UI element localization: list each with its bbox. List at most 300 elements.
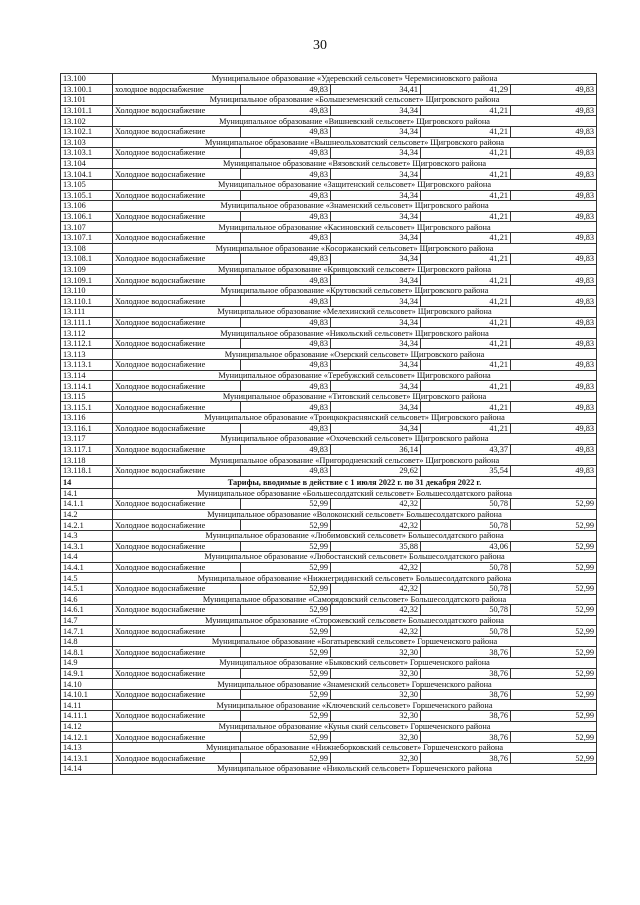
row-code: 13.101	[61, 95, 113, 106]
municipality-title: Муниципальное образование «Косоржанский сельсовет» Щигровского района	[113, 243, 597, 254]
tariff-value-1: 49,83	[241, 296, 331, 307]
municipality-heading-row	[61, 264, 597, 275]
row-code: 13.106	[61, 201, 113, 212]
tariff-value-3: 50,78	[421, 626, 511, 637]
service-name: Холодное водоснабжение	[113, 689, 241, 700]
service-name: Холодное водоснабжение	[113, 520, 241, 531]
tariff-value-2: 34,34	[331, 423, 421, 434]
tariff-row	[61, 541, 597, 552]
tariff-value-4: 52,99	[511, 520, 597, 531]
tariff-value-2: 35,88	[331, 541, 421, 552]
row-code: 13.105	[61, 179, 113, 190]
tariff-value-4: 49,83	[511, 211, 597, 222]
tariff-value-1: 49,83	[241, 275, 331, 286]
row-code: 14.4.1	[61, 562, 113, 573]
municipality-heading-row	[61, 222, 597, 233]
row-code: 13.115	[61, 391, 113, 402]
tariff-value-3: 41,21	[421, 254, 511, 265]
row-code: 14.13.1	[61, 753, 113, 764]
tariff-value-3: 41,21	[421, 296, 511, 307]
tariff-value-2: 32,30	[331, 689, 421, 700]
tariff-value-4: 52,99	[511, 732, 597, 743]
municipality-heading-row	[61, 594, 597, 605]
tariff-value-3: 41,21	[421, 211, 511, 222]
tariff-value-2: 34,34	[331, 211, 421, 222]
tariff-value-1: 52,99	[241, 668, 331, 679]
tariff-value-1: 52,99	[241, 753, 331, 764]
tariff-value-1: 49,83	[241, 232, 331, 243]
municipality-title: Муниципальное образование «Знаменский сельсовет» Щигровского района	[113, 201, 597, 212]
municipality-title: Муниципальное образование «Богатыревский сельсовет» Горшеченского района	[113, 636, 597, 647]
municipality-heading-row	[61, 700, 597, 711]
tariff-value-3: 43,06	[421, 541, 511, 552]
tariff-row	[61, 254, 597, 265]
tariff-value-2: 42,32	[331, 583, 421, 594]
tariff-value-3: 41,21	[421, 148, 511, 159]
tariff-row	[61, 169, 597, 180]
tariff-value-2: 34,34	[331, 148, 421, 159]
row-code: 14.13	[61, 742, 113, 753]
tariff-value-3: 38,76	[421, 689, 511, 700]
tariff-value-1: 49,83	[241, 402, 331, 413]
municipality-title: Муниципальное образование «Троицкокраснянский сельсовет» Щигровского района	[113, 413, 597, 424]
tariff-value-2: 34,34	[331, 338, 421, 349]
tariff-row	[61, 711, 597, 722]
tariff-row	[61, 520, 597, 531]
municipality-heading-row	[61, 679, 597, 690]
tariff-value-1: 52,99	[241, 732, 331, 743]
municipality-heading-row	[61, 116, 597, 127]
tariff-value-4: 49,83	[511, 126, 597, 137]
row-code: 14.12.1	[61, 732, 113, 743]
service-name: Холодное водоснабжение	[113, 296, 241, 307]
municipality-heading-row	[61, 158, 597, 169]
tariff-value-3: 41,29	[421, 84, 511, 95]
tariff-value-1: 52,99	[241, 562, 331, 573]
tariff-table	[60, 73, 597, 775]
service-name: Холодное водоснабжение	[113, 232, 241, 243]
municipality-title: Муниципальное образование «Никольский сельсовет» Щигровского района	[113, 328, 597, 339]
tariff-row	[61, 605, 597, 616]
municipality-heading-row	[61, 349, 597, 360]
tariff-value-1: 49,83	[241, 169, 331, 180]
municipality-title: Муниципальное образование «Нижнеборковский сельсовет» Горшеченского района	[113, 742, 597, 753]
tariff-value-3: 35,54	[421, 465, 511, 476]
row-code: 13.111.1	[61, 317, 113, 328]
tariff-value-2: 34,34	[331, 105, 421, 116]
tariff-value-4: 52,99	[511, 668, 597, 679]
municipality-title: Муниципальное образование «Большеземенский сельсовет» Щигровского района	[113, 95, 597, 106]
tariff-value-4: 52,99	[511, 689, 597, 700]
municipality-heading-row	[61, 243, 597, 254]
municipality-heading-row	[61, 742, 597, 753]
tariff-value-3: 41,21	[421, 232, 511, 243]
tariff-value-3: 41,21	[421, 381, 511, 392]
tariff-value-3: 41,21	[421, 360, 511, 371]
municipality-title: Муниципальное образование «Быковский сельсовет» Горшеченского района	[113, 658, 597, 669]
tariff-value-3: 38,76	[421, 732, 511, 743]
tariff-row	[61, 275, 597, 286]
tariff-value-3: 41,21	[421, 190, 511, 201]
row-code: 13.110	[61, 285, 113, 296]
section-title: Тарифы, вводимые в действие с 1 июля 2022 г. по 31 декабря 2022 г.	[113, 476, 597, 488]
row-code: 14.5	[61, 573, 113, 584]
municipality-title: Муниципальное образование «Теребужский сельсовет» Щигровского района	[113, 370, 597, 381]
service-name: Холодное водоснабжение	[113, 605, 241, 616]
municipality-heading-row	[61, 285, 597, 296]
tariff-row	[61, 626, 597, 637]
tariff-value-4: 49,83	[511, 317, 597, 328]
tariff-row	[61, 190, 597, 201]
municipality-title: Муниципальное образование «Ключевский сельсовет» Горшеченского района	[113, 700, 597, 711]
row-code: 13.102	[61, 116, 113, 127]
municipality-heading-row	[61, 179, 597, 190]
municipality-heading-row	[61, 488, 597, 499]
municipality-title: Муниципальное образование «Нижнегридинский сельсовет» Большесолдатского района	[113, 573, 597, 584]
row-code: 14.8.1	[61, 647, 113, 658]
tariff-value-1: 49,83	[241, 105, 331, 116]
tariff-value-2: 34,34	[331, 402, 421, 413]
tariff-row	[61, 126, 597, 137]
service-name: Холодное водоснабжение	[113, 626, 241, 637]
service-name: Холодное водоснабжение	[113, 381, 241, 392]
tariff-row	[61, 562, 597, 573]
tariff-value-2: 34,34	[331, 169, 421, 180]
row-code: 13.117	[61, 434, 113, 445]
row-code: 14.8	[61, 636, 113, 647]
service-name: Холодное водоснабжение	[113, 423, 241, 434]
tariff-value-4: 52,99	[511, 711, 597, 722]
row-code: 14.9	[61, 658, 113, 669]
tariff-value-4: 49,83	[511, 465, 597, 476]
tariff-value-1: 49,83	[241, 211, 331, 222]
tariff-value-3: 38,76	[421, 668, 511, 679]
tariff-value-3: 41,21	[421, 275, 511, 286]
row-code: 14	[61, 476, 113, 488]
row-code: 13.108	[61, 243, 113, 254]
tariff-value-2: 42,32	[331, 520, 421, 531]
tariff-value-3: 43,37	[421, 444, 511, 455]
tariff-value-2: 29,62	[331, 465, 421, 476]
municipality-title: Муниципальное образование «Вязовский сельсовет» Щигровского района	[113, 158, 597, 169]
tariff-value-1: 49,83	[241, 381, 331, 392]
tariff-row	[61, 583, 597, 594]
municipality-title: Муниципальное образование «Кунья ский сельсовет» Горшеченского района	[113, 721, 597, 732]
municipality-heading-row	[61, 391, 597, 402]
municipality-heading-row	[61, 530, 597, 541]
row-code: 14.4	[61, 552, 113, 563]
tariff-row	[61, 423, 597, 434]
tariff-value-4: 52,99	[511, 647, 597, 658]
tariff-row	[61, 402, 597, 413]
tariff-value-4: 49,83	[511, 254, 597, 265]
municipality-heading-row	[61, 201, 597, 212]
row-code: 13.114.1	[61, 381, 113, 392]
row-code: 14.11	[61, 700, 113, 711]
tariff-value-3: 38,76	[421, 647, 511, 658]
municipality-heading-row	[61, 764, 597, 775]
tariff-value-3: 50,78	[421, 499, 511, 510]
service-name: Холодное водоснабжение	[113, 360, 241, 371]
tariff-row	[61, 338, 597, 349]
service-name: Холодное водоснабжение	[113, 105, 241, 116]
municipality-title: Муниципальное образование «Защитенский сельсовет» Щигровского района	[113, 179, 597, 190]
tariff-value-3: 41,21	[421, 423, 511, 434]
tariff-table-body	[61, 74, 597, 775]
tariff-value-1: 52,99	[241, 499, 331, 510]
row-code: 13.107.1	[61, 232, 113, 243]
row-code: 14.7.1	[61, 626, 113, 637]
row-code: 14.12	[61, 721, 113, 732]
row-code: 13.111	[61, 307, 113, 318]
municipality-heading-row	[61, 509, 597, 520]
municipality-heading-row	[61, 307, 597, 318]
tariff-value-2: 32,30	[331, 668, 421, 679]
tariff-row	[61, 148, 597, 159]
tariff-value-3: 50,78	[421, 562, 511, 573]
row-code: 13.104	[61, 158, 113, 169]
tariff-value-1: 52,99	[241, 541, 331, 552]
tariff-value-4: 49,83	[511, 169, 597, 180]
tariff-value-2: 32,30	[331, 732, 421, 743]
tariff-value-2: 34,34	[331, 360, 421, 371]
row-code: 13.115.1	[61, 402, 113, 413]
tariff-value-1: 52,99	[241, 583, 331, 594]
row-code: 13.105.1	[61, 190, 113, 201]
tariff-value-1: 49,83	[241, 465, 331, 476]
tariff-value-2: 42,32	[331, 562, 421, 573]
municipality-heading-row	[61, 573, 597, 584]
tariff-value-1: 49,83	[241, 423, 331, 434]
municipality-heading-row	[61, 328, 597, 339]
tariff-value-3: 41,21	[421, 402, 511, 413]
tariff-value-4: 49,83	[511, 381, 597, 392]
tariff-row	[61, 360, 597, 371]
tariff-table-container	[60, 73, 596, 775]
municipality-title: Муниципальное образование «Вишневский сельсовет» Щигровского района	[113, 116, 597, 127]
tariff-value-1: 49,83	[241, 148, 331, 159]
tariff-row	[61, 465, 597, 476]
row-code: 14.10	[61, 679, 113, 690]
tariff-value-2: 34,34	[331, 381, 421, 392]
tariff-row	[61, 211, 597, 222]
municipality-heading-row	[61, 552, 597, 563]
municipality-heading-row	[61, 413, 597, 424]
tariff-value-4: 49,83	[511, 84, 597, 95]
municipality-title: Муниципальное образование «Титовский сельсовет» Щигровского района	[113, 391, 597, 402]
service-name: Холодное водоснабжение	[113, 402, 241, 413]
tariff-value-4: 49,83	[511, 232, 597, 243]
tariff-value-1: 52,99	[241, 711, 331, 722]
tariff-value-3: 50,78	[421, 520, 511, 531]
municipality-heading-row	[61, 615, 597, 626]
municipality-title: Муниципальное образование «Сторожевский сельсовет» Большесолдатского района	[113, 615, 597, 626]
row-code: 13.106.1	[61, 211, 113, 222]
service-name: Холодное водоснабжение	[113, 541, 241, 552]
tariff-value-4: 49,83	[511, 444, 597, 455]
tariff-row	[61, 444, 597, 455]
tariff-value-4: 52,99	[511, 541, 597, 552]
row-code: 14.6.1	[61, 605, 113, 616]
service-name: Холодное водоснабжение	[113, 317, 241, 328]
tariff-value-1: 49,83	[241, 84, 331, 95]
row-code: 13.109	[61, 264, 113, 275]
service-name: Холодное водоснабжение	[113, 190, 241, 201]
municipality-title: Муниципальное образование «Знаменский сельсовет» Горшеченского района	[113, 679, 597, 690]
service-name: Холодное водоснабжение	[113, 732, 241, 743]
row-code: 14.2.1	[61, 520, 113, 531]
row-code: 14.9.1	[61, 668, 113, 679]
tariff-value-4: 49,83	[511, 338, 597, 349]
municipality-heading-row	[61, 370, 597, 381]
row-code: 13.112.1	[61, 338, 113, 349]
tariff-value-4: 52,99	[511, 499, 597, 510]
row-code: 13.103.1	[61, 148, 113, 159]
tariff-value-4: 49,83	[511, 105, 597, 116]
tariff-value-2: 34,34	[331, 126, 421, 137]
municipality-title: Муниципальное образование «Пригородненский сельсовет» Щигровского района	[113, 455, 597, 466]
tariff-value-1: 49,83	[241, 317, 331, 328]
tariff-value-2: 42,32	[331, 605, 421, 616]
municipality-title: Муниципальное образование «Никольский сельсовет» Горшеченского района	[113, 764, 597, 775]
tariff-value-4: 52,99	[511, 626, 597, 637]
tariff-value-2: 34,34	[331, 296, 421, 307]
row-code: 13.104.1	[61, 169, 113, 180]
tariff-value-4: 49,83	[511, 423, 597, 434]
tariff-value-4: 52,99	[511, 753, 597, 764]
tariff-row	[61, 753, 597, 764]
tariff-value-2: 42,32	[331, 626, 421, 637]
municipality-title: Муниципальное образование «Вышнеольховатский сельсовет» Щигровского района	[113, 137, 597, 148]
row-code: 13.103	[61, 137, 113, 148]
municipality-title: Муниципальное образование «Саморядовский сельсовет» Большесолдатского района	[113, 594, 597, 605]
service-name: Холодное водоснабжение	[113, 465, 241, 476]
service-name: Холодное водоснабжение	[113, 444, 241, 455]
service-name: холодное водоснабжение	[113, 84, 241, 95]
tariff-row	[61, 317, 597, 328]
row-code: 13.114	[61, 370, 113, 381]
service-name: Холодное водоснабжение	[113, 647, 241, 658]
tariff-value-2: 32,30	[331, 753, 421, 764]
row-code: 14.14	[61, 764, 113, 775]
row-code: 13.113	[61, 349, 113, 360]
tariff-value-4: 49,83	[511, 148, 597, 159]
tariff-value-3: 41,21	[421, 126, 511, 137]
tariff-value-4: 49,83	[511, 360, 597, 371]
service-name: Холодное водоснабжение	[113, 583, 241, 594]
row-code: 14.2	[61, 509, 113, 520]
row-code: 13.116.1	[61, 423, 113, 434]
tariff-value-2: 34,34	[331, 317, 421, 328]
tariff-row	[61, 232, 597, 243]
service-name: Холодное водоснабжение	[113, 275, 241, 286]
tariff-value-3: 41,21	[421, 105, 511, 116]
service-name: Холодное водоснабжение	[113, 254, 241, 265]
tariff-row	[61, 668, 597, 679]
row-code: 14.3.1	[61, 541, 113, 552]
municipality-heading-row	[61, 137, 597, 148]
municipality-heading-row	[61, 636, 597, 647]
service-name: Холодное водоснабжение	[113, 338, 241, 349]
municipality-title: Муниципальное образование «Любимовский сельсовет» Большесолдатского района	[113, 530, 597, 541]
row-code: 13.118.1	[61, 465, 113, 476]
tariff-row	[61, 689, 597, 700]
municipality-title: Муниципальное образование «Удеревский сельсовет» Черемисиновского района	[113, 74, 597, 85]
tariff-value-1: 52,99	[241, 626, 331, 637]
tariff-value-1: 49,83	[241, 190, 331, 201]
row-code: 14.5.1	[61, 583, 113, 594]
tariff-value-4: 49,83	[511, 402, 597, 413]
municipality-heading-row	[61, 95, 597, 106]
row-code: 13.117.1	[61, 444, 113, 455]
municipality-title: Муниципальное образование «Касиновский сельсовет» Щигровского района	[113, 222, 597, 233]
tariff-value-2: 34,34	[331, 190, 421, 201]
tariff-value-3: 50,78	[421, 605, 511, 616]
tariff-value-3: 41,21	[421, 317, 511, 328]
service-name: Холодное водоснабжение	[113, 668, 241, 679]
row-code: 14.3	[61, 530, 113, 541]
service-name: Холодное водоснабжение	[113, 148, 241, 159]
tariff-value-1: 52,99	[241, 647, 331, 658]
tariff-value-3: 38,76	[421, 711, 511, 722]
municipality-heading-row	[61, 721, 597, 732]
row-code: 13.101.1	[61, 105, 113, 116]
tariff-value-1: 52,99	[241, 520, 331, 531]
municipality-title: Муниципальное образование «Охочевский сельсовет» Щигровского района	[113, 434, 597, 445]
tariff-value-1: 49,83	[241, 254, 331, 265]
tariff-value-2: 42,32	[331, 499, 421, 510]
tariff-row	[61, 499, 597, 510]
row-code: 13.116	[61, 413, 113, 424]
tariff-value-2: 32,30	[331, 647, 421, 658]
tariff-value-4: 52,99	[511, 562, 597, 573]
service-name: Холодное водоснабжение	[113, 211, 241, 222]
row-code: 13.100.1	[61, 84, 113, 95]
row-code: 13.109.1	[61, 275, 113, 286]
service-name: Холодное водоснабжение	[113, 753, 241, 764]
page-number: 30	[313, 38, 327, 53]
tariff-value-4: 49,83	[511, 190, 597, 201]
tariff-value-3: 50,78	[421, 583, 511, 594]
row-code: 14.10.1	[61, 689, 113, 700]
tariff-value-3: 41,21	[421, 169, 511, 180]
tariff-value-2: 36,14	[331, 444, 421, 455]
tariff-value-1: 49,83	[241, 360, 331, 371]
municipality-title: Муниципальное образование «Озерский сельсовет» Щигровского района	[113, 349, 597, 360]
row-code: 14.6	[61, 594, 113, 605]
tariff-value-3: 41,21	[421, 338, 511, 349]
tariff-value-4: 49,83	[511, 275, 597, 286]
municipality-heading-row	[61, 455, 597, 466]
row-code: 13.107	[61, 222, 113, 233]
service-name: Холодное водоснабжение	[113, 499, 241, 510]
tariff-row	[61, 647, 597, 658]
tariff-value-2: 34,34	[331, 275, 421, 286]
tariff-value-1: 49,83	[241, 126, 331, 137]
tariff-value-2: 34,41	[331, 84, 421, 95]
tariff-value-3: 38,76	[421, 753, 511, 764]
municipality-heading-row	[61, 434, 597, 445]
row-code: 13.110.1	[61, 296, 113, 307]
section-heading-row	[61, 476, 597, 488]
row-code: 13.118	[61, 455, 113, 466]
municipality-heading-row	[61, 658, 597, 669]
tariff-row	[61, 732, 597, 743]
row-code: 14.1.1	[61, 499, 113, 510]
tariff-value-1: 52,99	[241, 605, 331, 616]
tariff-value-2: 32,30	[331, 711, 421, 722]
row-code: 14.1	[61, 488, 113, 499]
